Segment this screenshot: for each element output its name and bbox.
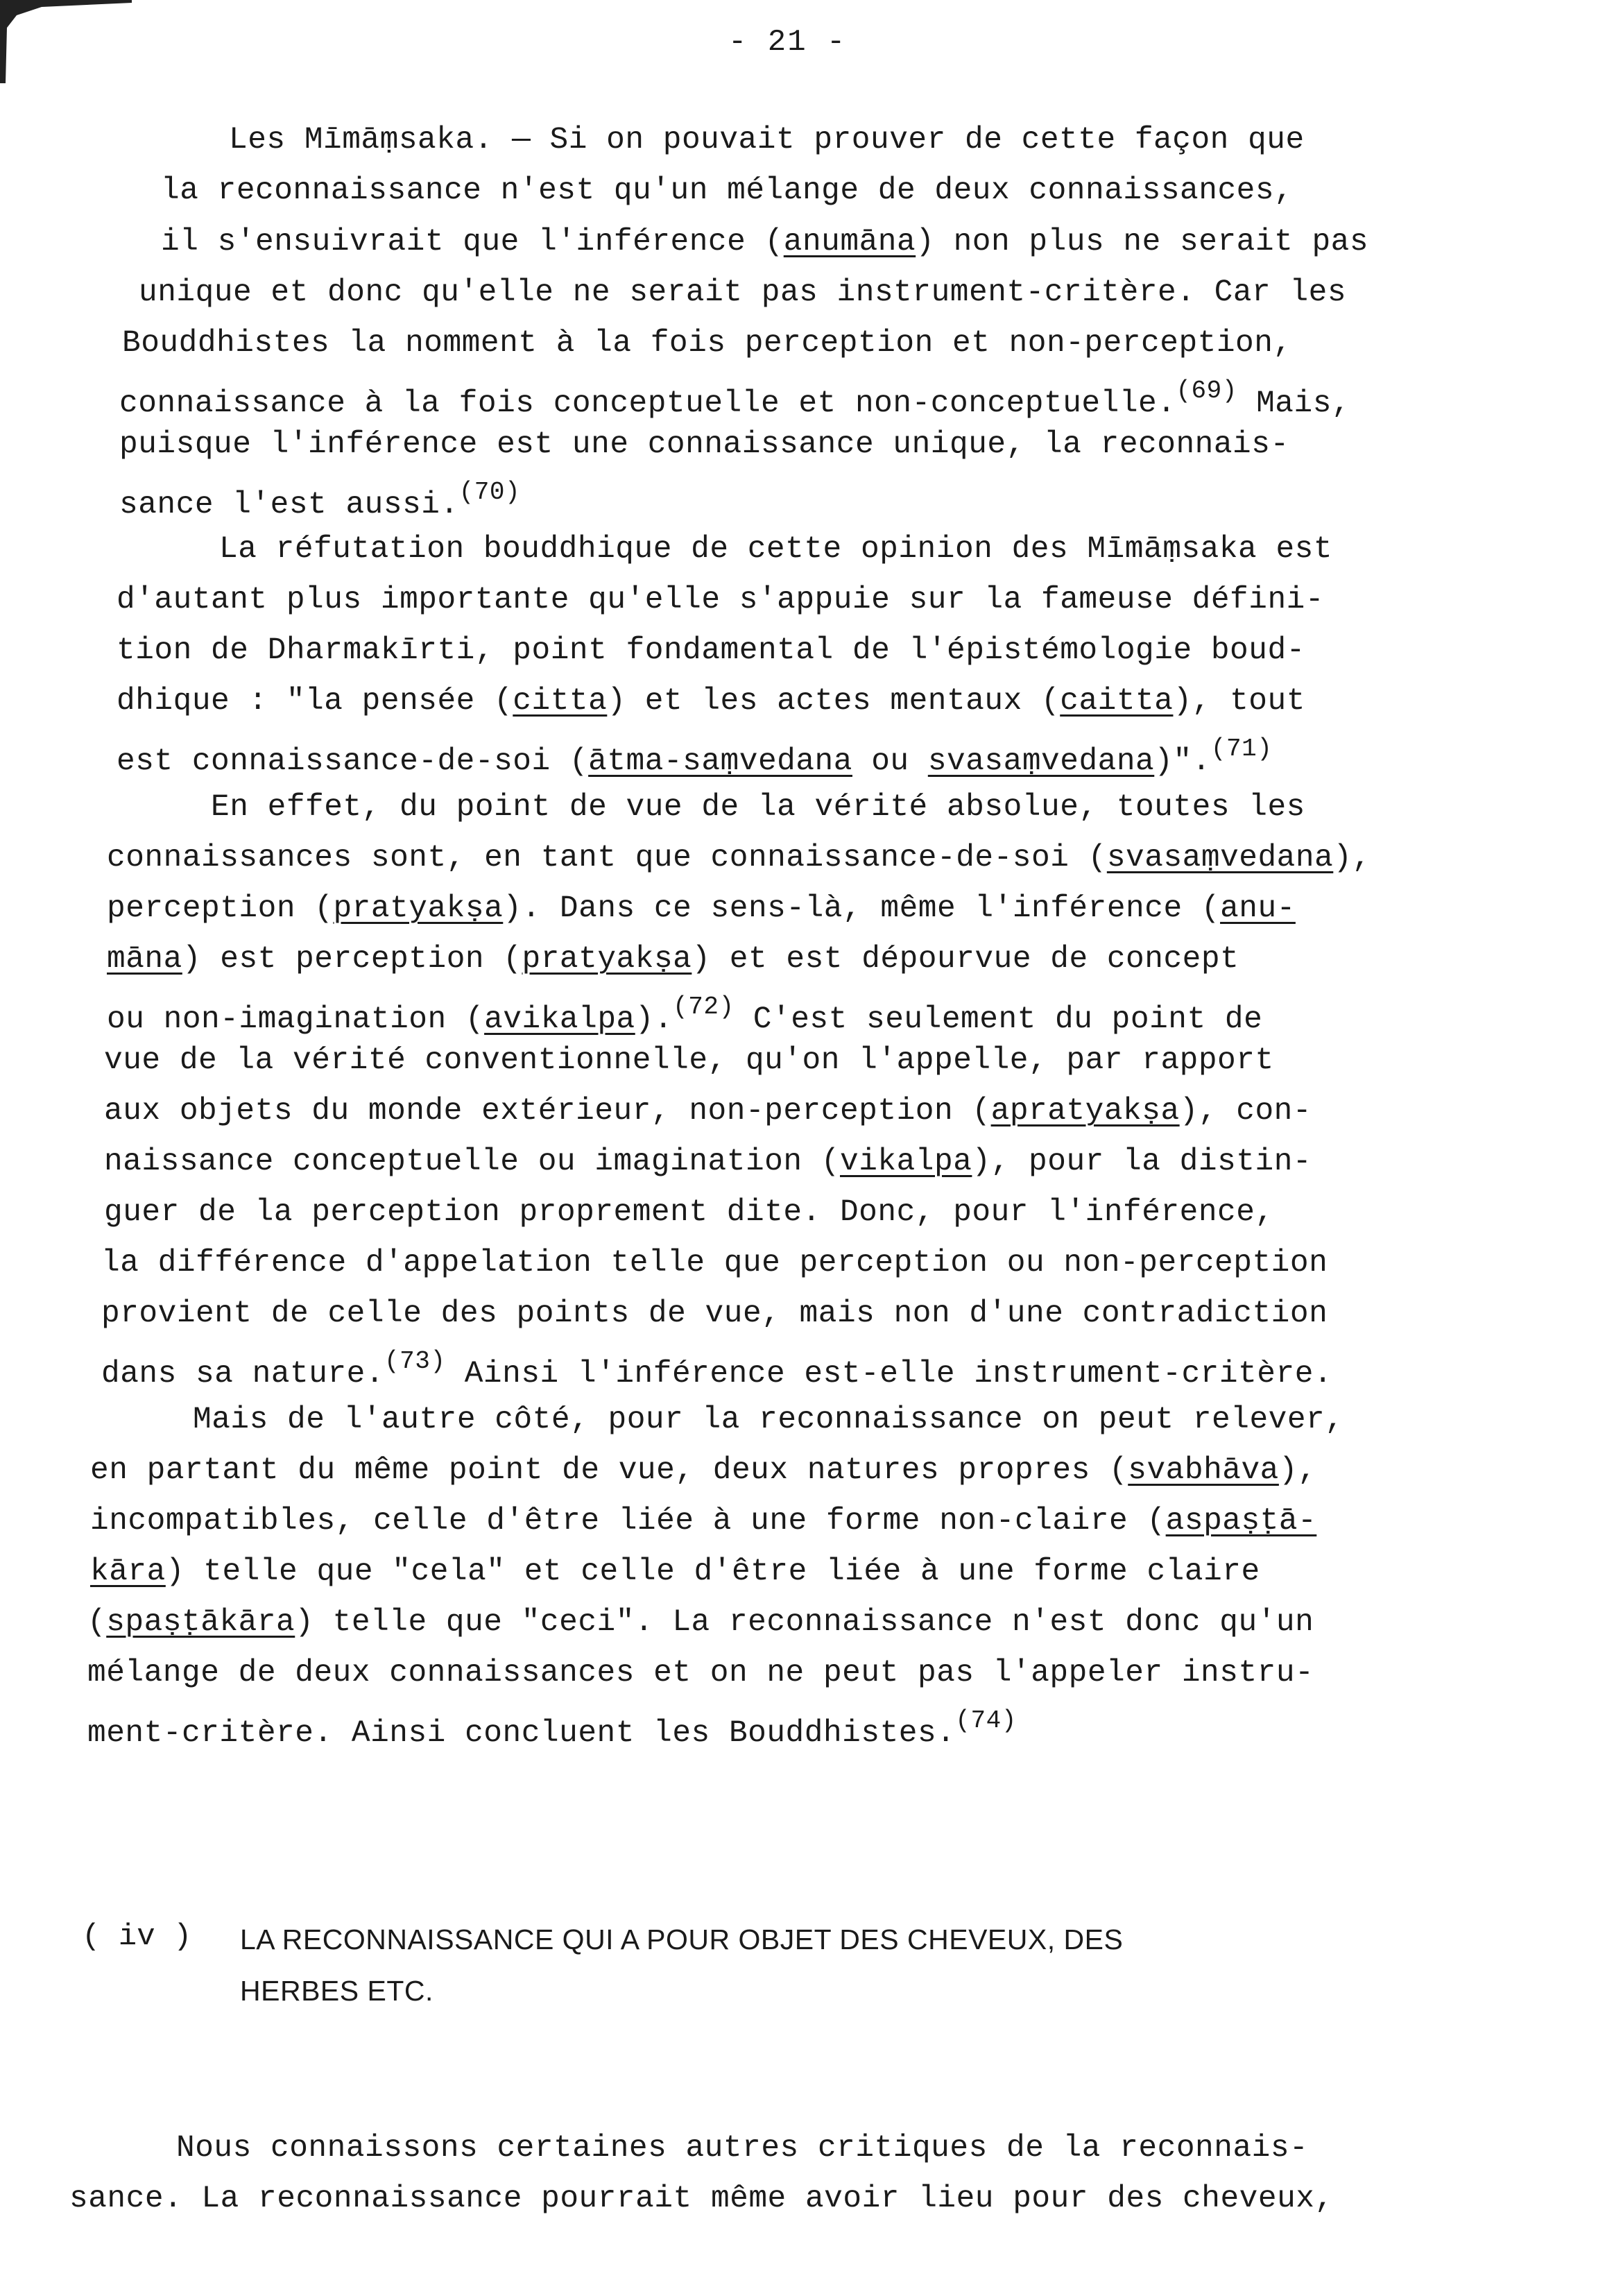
paragraph-3-line-3: perception (pratyakṣa). Dans ce sens-là, même l'inférence (anu- [107, 891, 1296, 926]
sanskrit-term: citta [513, 684, 608, 719]
sanskrit-term: svabhāva [1128, 1453, 1279, 1488]
paragraph-3-line-1: En effet, du point de vue de la vérité absolue, toutes les [211, 790, 1305, 825]
sanskrit-term: svasaṃvedana [927, 744, 1155, 779]
footnote-ref: (71) [1210, 735, 1273, 763]
paragraph-4-line-4: kāra) telle que "cela" et celle d'être liée à une forme claire [90, 1554, 1260, 1589]
sanskrit-term: anumāna [783, 225, 916, 259]
paragraph-4-line-7: ment-critère. Ainsi concluent les Bouddhistes.$^{(74)}$ [87, 1706, 1017, 1751]
paragraph-2-line-2: d'autant plus importante qu'elle s'appuie sur la fameuse défini- [117, 583, 1325, 617]
section-title-line-2: HERBES ETC. [240, 1975, 433, 2007]
paragraph-2-line-5: est connaissance-de-soi (ātma-saṃvedana ou svasaṃvedana)".$^{(71)}$ [117, 735, 1273, 779]
paragraph-3-line-12: dans sa nature.$^{(73)}$ Ainsi l'inférence est-elle instrument-critère. [101, 1347, 1333, 1391]
footnote-ref: (70) [458, 478, 521, 506]
sanskrit-term: caitta [1060, 684, 1174, 719]
paragraph-3-line-5: ou non-imagination (avikalpa).$^{(72)}$ C'est seulement du point de [107, 993, 1263, 1037]
paragraph-3-line-2: connaissances sont, en tant que connaissance-de-soi (svasaṃvedana), [107, 841, 1371, 875]
paragraph-4-line-6: mélange de deux connaissances et on ne peut pas l'appeler instru- [87, 1656, 1314, 1690]
paragraph-2-line-3: tion de Dharmakīrti, point fondamental de l'épistémologie boud- [117, 633, 1305, 668]
paragraph-4-line-2: en partant du même point de vue, deux natures propres (svabhāva), [90, 1453, 1317, 1488]
paragraph-2-line-4: dhique : "la pensée (citta) et les actes mentaux (caitta), tout [117, 684, 1305, 719]
em-dash: — [512, 123, 531, 157]
paragraph-3-line-6: vue de la vérité conventionnelle, qu'on l'appelle, par rapport [104, 1043, 1274, 1078]
paragraph-1-line-1: Les Mīmāṃsaka. — Si on pouvait prouver de cette façon que [229, 123, 1305, 157]
sanskrit-term: anu- [1220, 891, 1296, 926]
paragraph-1-line-5: Bouddhistes la nomment à la fois perception et non-perception, [122, 326, 1292, 361]
footnote-ref: (69) [1176, 377, 1237, 405]
footnote-ref: (73) [384, 1347, 446, 1376]
paragraph-2-line-1: La réfutation bouddhique de cette opinion des Mīmāṃsaka est [219, 532, 1333, 567]
footnote-ref: (74) [955, 1706, 1017, 1735]
section-number: ( iv ) [82, 1919, 192, 1954]
sanskrit-term: ātma-saṃvedana [588, 744, 852, 779]
paragraph-5-line-1: Nous connaissons certaines autres critiques de la reconnais- [176, 2131, 1309, 2166]
paragraph-4-line-3: incompatibles, celle d'être liée à une forme non-claire (aspaṣṭā- [90, 1504, 1317, 1539]
paragraph-3-line-4: māna) est perception (pratyakṣa) et est dépourvue de concept [107, 942, 1239, 977]
sanskrit-term: aspaṣṭā- [1165, 1504, 1317, 1539]
sanskrit-term: kāra [90, 1554, 166, 1589]
footnote-ref: (72) [673, 993, 735, 1021]
paragraph-1-line-6: connaissance à la fois conceptuelle et non-conceptuelle.$^{(69)}$ Mais, [119, 377, 1351, 421]
paragraph-3-line-10: la différence d'appelation telle que perception ou non-perception [101, 1246, 1328, 1280]
paragraph-3-line-9: guer de la perception proprement dite. Donc, pour l'inférence, [104, 1195, 1274, 1230]
sanskrit-term: vikalpa [839, 1145, 972, 1179]
paragraph-1-line-7: puisque l'inférence est une connaissance unique, la reconnais- [119, 427, 1289, 462]
paragraph-1-line-8: sance l'est aussi.$^{(70)}$ [119, 478, 521, 522]
sanskrit-term: apratyakṣa [990, 1094, 1180, 1129]
sanskrit-term: māna [107, 942, 182, 977]
paragraph-1-line-4: unique et donc qu'elle ne serait pas instrument-critère. Car les [139, 275, 1347, 310]
paragraph-4-line-5: (spaṣṭākāra) telle que "ceci". La reconnaissance n'est donc qu'un [87, 1605, 1314, 1640]
sanskrit-term: svasaṃvedana [1106, 841, 1334, 875]
section-title-line-1: LA RECONNAISSANCE QUI A POUR OBJET DES CHEVEUX, DES [240, 1924, 1124, 1955]
page-number: - 21 - [728, 25, 847, 60]
sanskrit-term: pratyakṣa [522, 942, 692, 977]
paragraph-1-line-3: il s'ensuivrait que l'inférence (anumāna) non plus ne serait pas [161, 225, 1369, 259]
paragraph-5-line-2: sance. La reconnaissance pourrait même avoir lieu pour des cheveux, [69, 2182, 1334, 2216]
sanskrit-term: avikalpa [484, 1002, 635, 1037]
paragraph-3-line-7: aux objets du monde extérieur, non-perception (apratyakṣa), con- [104, 1094, 1312, 1129]
paragraph-1-line-2: la reconnaissance n'est qu'un mélange de deux connaissances, [161, 173, 1294, 208]
sanskrit-term: spaṣṭākāra [106, 1605, 295, 1640]
paragraph-3-line-8: naissance conceptuelle ou imagination (vikalpa), pour la distin- [104, 1145, 1312, 1179]
sanskrit-term: pratyakṣa [333, 891, 504, 926]
scan-corner-mark [0, 0, 132, 83]
paragraph-4-line-1: Mais de l'autre côté, pour la reconnaissance on peut relever, [193, 1403, 1344, 1437]
paragraph-3-line-11: provient de celle des points de vue, mais non d'une contradiction [101, 1296, 1328, 1331]
speaker-label: Les Mīmāṃsaka. [229, 123, 493, 157]
